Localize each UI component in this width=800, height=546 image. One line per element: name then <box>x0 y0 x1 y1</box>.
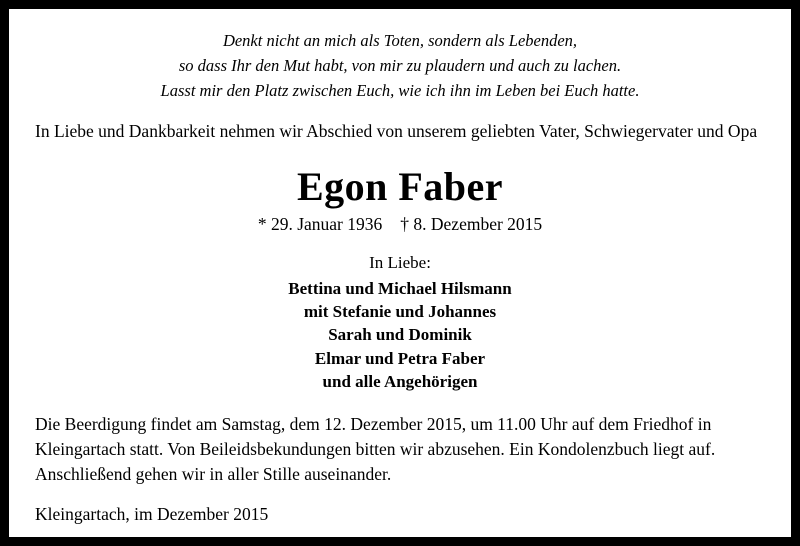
birth-date: * 29. Januar 1936 <box>257 214 383 235</box>
family-member: und alle Angehörigen <box>322 372 478 392</box>
deceased-name: Egon Faber <box>296 164 504 210</box>
family-member: Bettina und Michael Hilsmann <box>288 278 512 298</box>
death-date: † 8. Dezember 2015 <box>400 214 543 235</box>
family-member: mit Stefanie und Johannes <box>303 302 497 321</box>
bottom-spacer <box>35 525 765 527</box>
family-block <box>35 251 765 394</box>
intro-text: In Liebe und Dankbarkeit nehmen wir Abschied von unserem geliebten Vater, Schwiegervater und Opa <box>35 121 758 142</box>
life-dates <box>35 214 765 235</box>
place-and-date: Kleingartach, im Dezember 2015 <box>35 504 269 525</box>
verse-block <box>35 29 765 103</box>
funeral-details: Die Beerdigung findet am Samstag, dem 12. Dezember 2015, um 11.00 Uhr auf dem Friedhof in Kleingartach statt. Von Beileidsbekundungen bitten wir abzusehen. Ein Kondolenzbuch liegt auf. Anschließend gehen wir in aller Stille auseinander. <box>35 413 716 484</box>
verse-line-2: so dass Ihr den Mut habt, von mir zu plaudern und auch zu lachen. <box>178 55 622 75</box>
verse-line-1: Denkt nicht an mich als Toten, sondern als Lebenden, <box>222 31 578 50</box>
verse-line-3: Lasst mir den Platz zwischen Euch, wie ich ihn im Leben bei Euch hatte. <box>160 80 640 100</box>
family-member: Sarah und Dominik <box>328 325 472 345</box>
family-lead: In Liebe: <box>369 253 431 273</box>
family-member: Elmar und Petra Faber <box>314 348 486 368</box>
